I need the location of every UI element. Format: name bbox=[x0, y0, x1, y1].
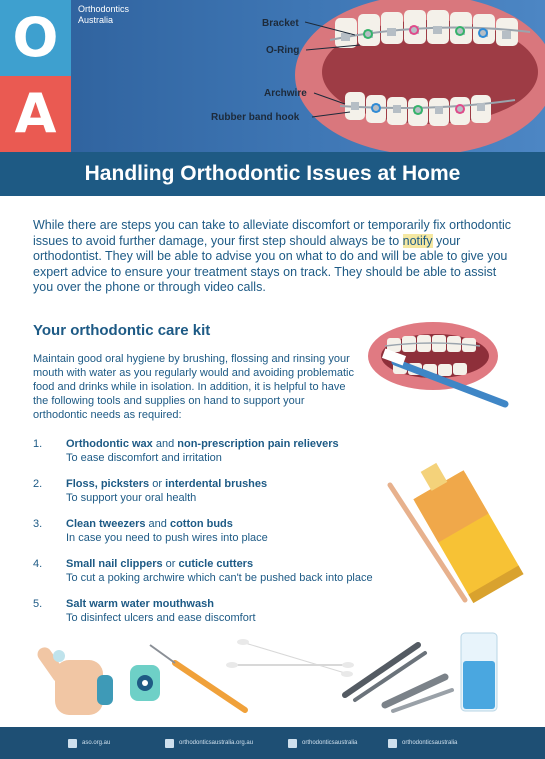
footer-link-website[interactable] bbox=[165, 738, 253, 748]
footer-link-instagram[interactable] bbox=[388, 738, 457, 748]
footer-link-label: aso.org.au bbox=[82, 740, 111, 746]
list-item-connector: and bbox=[152, 438, 178, 450]
footer-link-label: orthodonticsaustralia bbox=[402, 740, 458, 746]
toothbrush-mouth-illustration bbox=[365, 318, 515, 408]
list-item-bold-2: cotton buds bbox=[169, 518, 233, 530]
brand-line-1: Orthodontics bbox=[78, 4, 130, 14]
label-rubber-band-hook: Rubber band hook bbox=[211, 112, 300, 123]
footer-link-facebook[interactable] bbox=[288, 738, 357, 748]
list-item-number: 3. bbox=[33, 518, 43, 530]
list-item-bold-2: non-prescription pain relievers bbox=[177, 438, 339, 450]
list-item-number: 5. bbox=[33, 598, 43, 610]
label-archwire: Archwire bbox=[264, 88, 307, 99]
list-item-number: 4. bbox=[33, 558, 43, 570]
list-item-bold-2: cuticle cutters bbox=[178, 558, 254, 570]
list-item-description: To cut a poking archwire which can't be pushed back into place bbox=[66, 572, 373, 584]
footer-bar bbox=[0, 727, 545, 759]
list-item-bold-2: interdental brushes bbox=[165, 478, 268, 490]
list-item-description: In case you need to push wires into place bbox=[66, 532, 268, 544]
list-item-bold-1: Small nail clippers bbox=[66, 558, 163, 570]
list-item-description: To support your oral health bbox=[66, 492, 197, 504]
footer-link-aso[interactable] bbox=[68, 738, 110, 748]
logo-a-letter: A bbox=[14, 82, 57, 145]
list-item-number: 1. bbox=[33, 438, 43, 450]
instagram-icon bbox=[388, 739, 397, 748]
list-item-bold-1: Clean tweezers bbox=[66, 518, 146, 530]
title-bar bbox=[0, 152, 545, 196]
label-oring: O-Ring bbox=[266, 45, 300, 56]
list-item-connector: or bbox=[149, 478, 166, 490]
list-item-heading bbox=[66, 598, 214, 610]
web-icon bbox=[165, 739, 174, 748]
tools-illustration-row bbox=[0, 625, 545, 725]
hero-banner bbox=[0, 0, 545, 152]
list-item-heading bbox=[66, 478, 267, 490]
brand-name bbox=[78, 4, 129, 26]
intro-paragraph bbox=[33, 218, 515, 296]
logo-o-block bbox=[0, 0, 71, 76]
brand-line-2: Australia bbox=[78, 15, 114, 25]
list-item-heading bbox=[66, 438, 339, 450]
section-title-care-kit: Your orthodontic care kit bbox=[33, 322, 211, 339]
logo-o-letter: O bbox=[12, 6, 59, 69]
intro-text-after: your orthodontist. They will be able to advise you on what to do and will be able to give you expert advice to ensure your treatment stays on track. They should be able to assist you over the phone or through video calls. bbox=[33, 233, 508, 294]
footer-link-label: orthodonticsaustralia bbox=[302, 740, 358, 746]
ointment-tube-illustration bbox=[380, 450, 540, 610]
care-kit-intro: Maintain good oral hygiene by brushing, flossing and rinsing your mouth with water as you regularly would and avoiding problematic food and drinks while in isolation. In addition, it is helpful to have the following tools and supplies on hand to support your orthodontic needs as required: bbox=[33, 353, 355, 421]
list-item-description: To disinfect ulcers and ease discomfort bbox=[66, 612, 256, 624]
list-item-connector: or bbox=[162, 558, 179, 570]
list-item-number: 2. bbox=[33, 478, 43, 490]
list-item-heading bbox=[66, 558, 253, 570]
page-title: Handling Orthodontic Issues at Home bbox=[84, 162, 461, 185]
intro-text-before: While there are steps you can take to alleviate discomfort or temporarily fix orthodontic issues to avoid further damage, your first step should always be to bbox=[33, 218, 511, 248]
footer-link-label: orthodonticsaustralia.org.au bbox=[179, 740, 254, 746]
intro-highlight: notify bbox=[402, 233, 433, 248]
list-item-heading bbox=[66, 518, 233, 530]
label-bracket: Bracket bbox=[262, 18, 299, 29]
facebook-icon bbox=[288, 739, 297, 748]
logo-a-block bbox=[0, 76, 71, 152]
list-item-connector: and bbox=[145, 518, 170, 530]
list-item-bold-1: Orthodontic wax bbox=[66, 438, 153, 450]
list-item-bold-1: Floss, picksters bbox=[66, 478, 150, 490]
web-icon bbox=[68, 739, 77, 748]
list-item-description: To ease discomfort and irritation bbox=[66, 452, 222, 464]
list-item-bold-1: Salt warm water mouthwash bbox=[66, 598, 214, 610]
